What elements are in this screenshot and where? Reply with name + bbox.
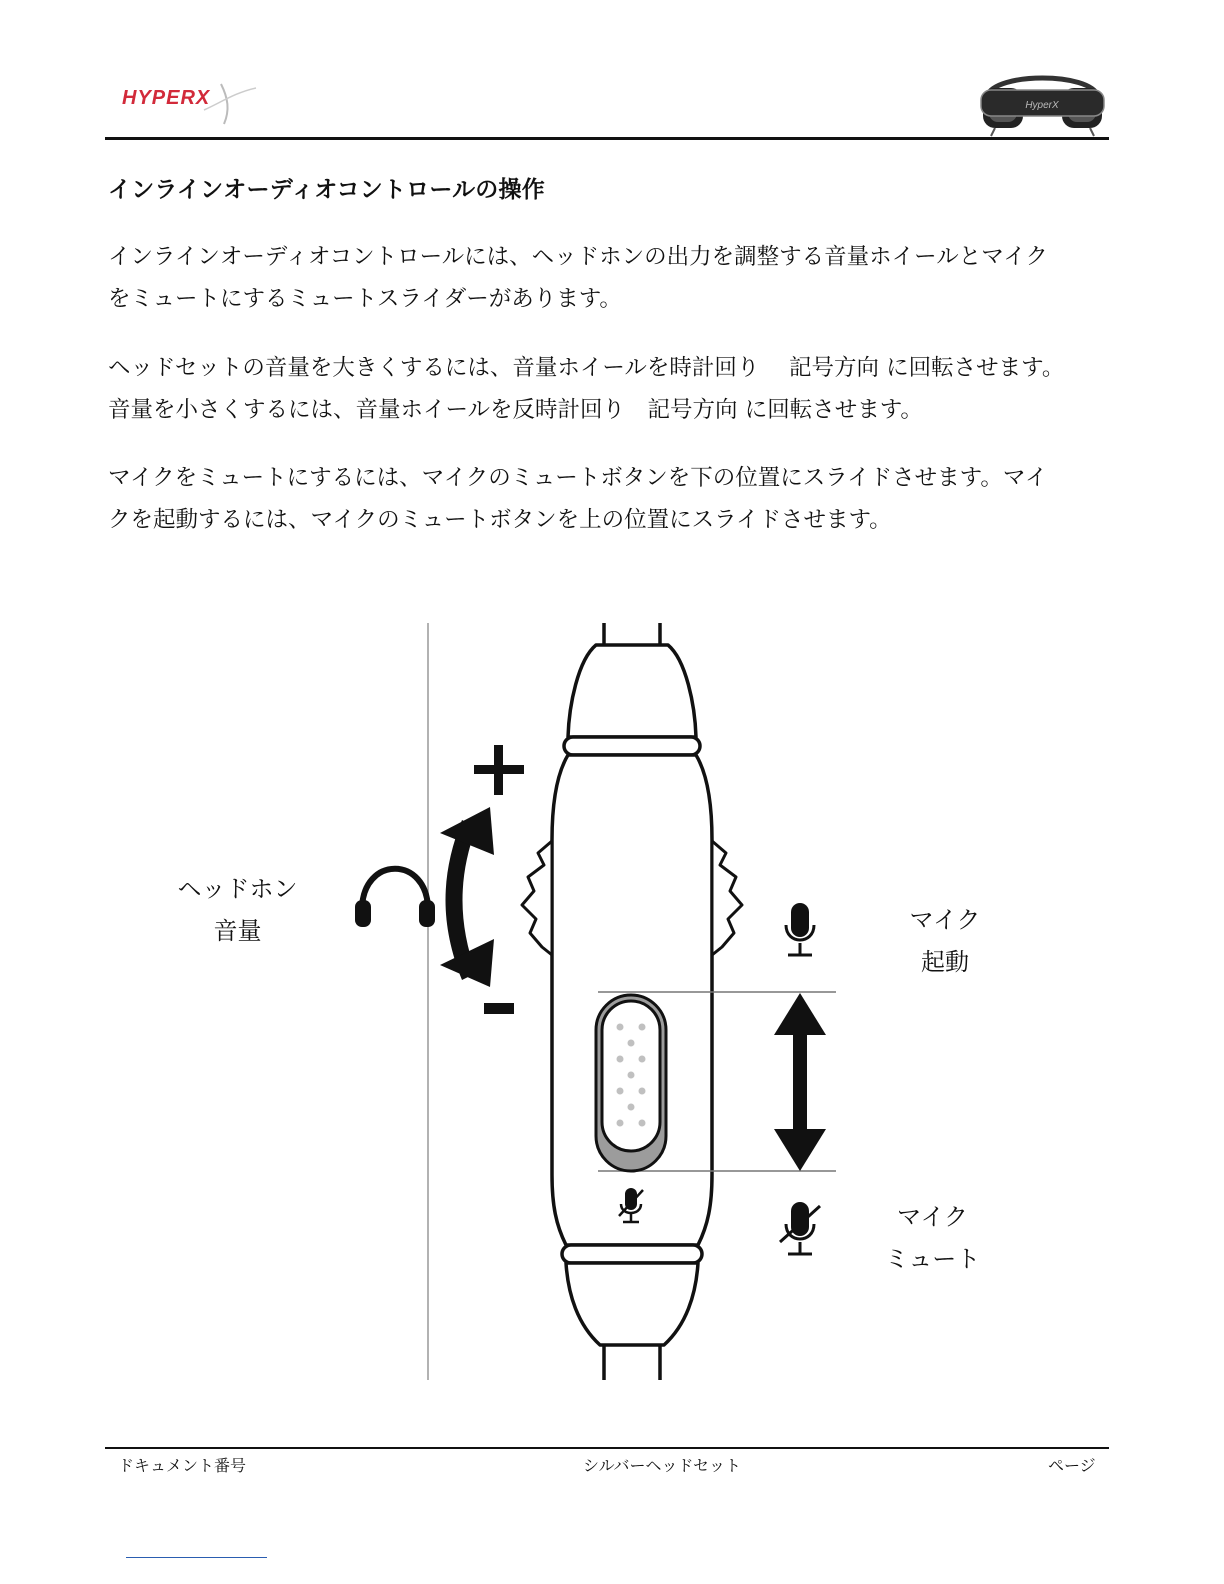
footer-page-label: ページ <box>1048 1456 1096 1475</box>
mic-on-icon <box>786 903 814 955</box>
rotation-arrow-icon <box>440 807 494 987</box>
headphone-volume-label <box>160 868 315 952</box>
hyperx-logo <box>118 80 263 128</box>
section-title: インラインオーディオコントロールの操作 <box>108 177 545 203</box>
headset-logo-text: HyperX <box>1025 100 1059 111</box>
paragraph-line: 音量を小さくするには、音量ホイールを反時計回り 記号方向 に回転させます。 <box>108 397 923 423</box>
minus-icon <box>484 1003 514 1014</box>
logo-text: HYPERX <box>122 87 211 109</box>
mic-muted-icon <box>780 1202 820 1254</box>
paragraph-mic-mute <box>108 457 1047 541</box>
label-line: ヘッドホン <box>177 875 298 903</box>
label-line: 音量 <box>213 917 262 945</box>
bottom-link-underline <box>126 1557 267 1558</box>
paragraph-line: ヘッドセットの音量を大きくするには、音量ホイールを時計回り 記号方向 に回転させます。 <box>108 355 1065 381</box>
paragraph-volume <box>108 347 1064 431</box>
label-line: マイク <box>896 1203 969 1231</box>
label-line: マイク <box>909 906 981 934</box>
slide-arrow-icon <box>774 993 826 1171</box>
footer-product-name: シルバーヘッドセット <box>583 1456 742 1475</box>
paragraph-line: マイクをミュートにするには、マイクのミュートボタンを下の位置にスライドさせます。マイ <box>108 465 1048 491</box>
paragraph-line: クを起動するには、マイクのミュートボタンを上の位置にスライドさせます。 <box>108 507 892 533</box>
label-line: 起動 <box>921 948 969 976</box>
headphone-icon <box>362 869 428 910</box>
headset-photo <box>975 66 1110 138</box>
plus-icon <box>474 745 524 795</box>
label-line: ミュート <box>884 1245 981 1273</box>
paragraph-controls-intro <box>108 236 1048 320</box>
header-rule <box>105 137 1109 140</box>
footer-document-number: ドキュメント番号 <box>118 1456 247 1475</box>
mic-mute-label <box>865 1196 1000 1280</box>
mic-on-label <box>880 899 1010 983</box>
paragraph-line: をミュートにするミュートスライダーがあります。 <box>108 286 622 312</box>
paragraph-line: インラインオーディオコントロールには、ヘッドホンの出力を調整する音量ホイールとマイク <box>108 244 1048 270</box>
footer-rule <box>105 1447 1109 1449</box>
mute-slider <box>596 995 666 1171</box>
